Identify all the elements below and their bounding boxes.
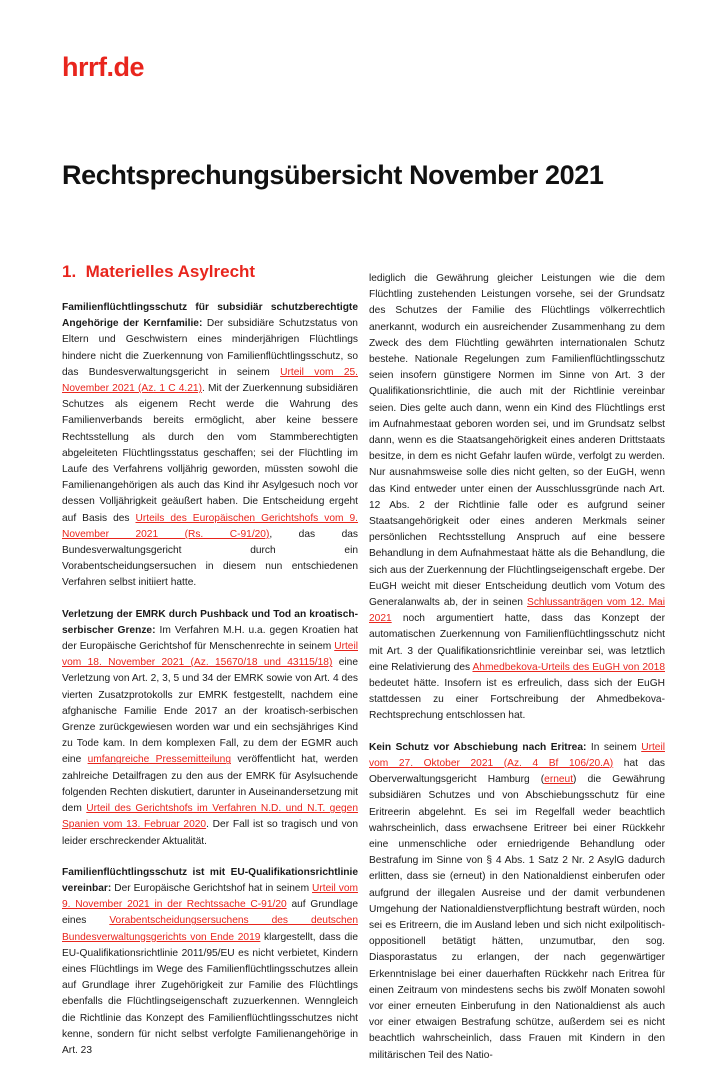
link-preliminary-reference[interactable]: Vorabentscheidungsersuchens des deutschen Bundesverwaltungsgerichts von Ende 2019 bbox=[62, 915, 358, 943]
article-eritrea-deportation bbox=[369, 740, 665, 1064]
link-advocate-general-opinion[interactable]: Schlussanträgen vom 12. Mai 2021 bbox=[369, 597, 665, 625]
article-text: noch argumentiert hatte, dass das Konzept der automatischen Zuerkennung von Familienflüchtlingsschutz nicht mit Art. 3 der Qualifikationsrichtlinie vereinbar sei, was letztlich eine Relativierung des bbox=[369, 613, 665, 673]
link-nd-nt-judgment[interactable]: Urteil des Gerichtshofs im Verfahren N.D. und N.T. gegen Spanien vom 13. Februar 2020 bbox=[62, 803, 359, 831]
section-number: 1. bbox=[62, 262, 77, 281]
article-text: ) die Gewährung subsidiären Schutzes und von Abschiebungsschutz für eine Eritreerin abgelehnt. Es sei im Regelfall weder beachtlich wahrscheinlich, dass erwachsene Eritreer bei einer Rückkehr eine unmenschliche oder erniedrigende Behandlung oder Bestrafung im Sinne von § 4 Abs. 1 Satz 2 Nr. 2 AsylG dadurch erlitten, dass sie (erneut) in den Nationaldienst einberufen oder aufgrund der illegalen Ausreise und der damit verbundenen Umgehung der Nationaldienstverpflichtung bestraft würden, noch sei es Eritreern, die im Ausland leben und sich nicht exilpolitisch-oppositionell betätigt hätten, unzumutbar, den sog. Diasporastatus zu erlangen, der nach gegenwärtiger Erkenntnislage bei einer dauerhaften Rückkehr nach Eritrea für einen Zeitraum von mindestens sechs bis zwölf Monaten sowohl vor einer erneuten Einberufung in den Nationaldienst als auch vor einer etwaigen Bestrafung schütze, außerdem sei es nicht beachtlich wahrscheinlich, dass Frauen mit Kindern in den militärischen Teil des Natio- bbox=[369, 774, 665, 1061]
article-heading: Kein Schutz vor Abschiebung nach Eritrea: bbox=[369, 741, 587, 753]
article-heading: Familienflüchtlingsschutz ist mit EU-Qualifikationsrichtlinie vereinbar: bbox=[62, 866, 358, 894]
link-erneut[interactable]: erneut bbox=[544, 774, 574, 786]
article-text: hat das Oberverwaltungsgericht Hamburg ( bbox=[369, 757, 666, 786]
left-column bbox=[62, 262, 358, 1074]
article-qualification-directive-continued bbox=[369, 271, 665, 725]
article-text: Der subsidiäre Schutzstatus von Eltern und Geschwistern eines minderjährigen Flüchtlings hindere nicht die Zuerkennung von Familienflüchtlingsschutz, so das Bundesverwaltungsgericht in seinem bbox=[62, 318, 358, 378]
article-text: Im Verfahren M.H. u.a. gegen Kroatien hat der Europäische Gerichtshof für Menschenrechte in seinem bbox=[62, 624, 358, 653]
link-ovg-hamburg-judgment[interactable]: Urteil vom 27. Oktober 2021 (Az. 4 Bf 106/20.A) bbox=[369, 741, 665, 769]
link-ahmedbekova-judgment[interactable]: Ahmedbekova-Urteils des EuGH von 2018 bbox=[472, 661, 665, 673]
link-bverwg-judgment[interactable]: Urteil vom 25. November 2021 (Az. 1 C 4.21) bbox=[62, 366, 358, 395]
article-text: . Der Fall ist so tragisch und von leider erschreckender Aktualität. bbox=[62, 819, 359, 847]
article-family-protection-bverwg bbox=[62, 300, 358, 592]
link-press-release[interactable]: umfangreiche Pressemitteilung bbox=[87, 754, 231, 766]
link-egmr-judgment[interactable]: Urteil vom 18. November 2021 (Az. 15670/18 und 43115/18) bbox=[62, 641, 358, 669]
section-title: Materielles Asylrecht bbox=[85, 262, 256, 281]
article-text: auf Grundlage eines bbox=[62, 899, 358, 927]
article-heading: Verletzung der EMRK durch Pushback und Tod an kroatisch-serbischer Grenze: bbox=[62, 608, 358, 636]
article-text: bedeutet hätte. Insofern ist es erfreulich, dass sich der EuGH stattdessen zu einer Fortschreibung der Ahmedbekova-Rechtsprechung entschlossen hat. bbox=[369, 678, 665, 722]
page-title: Rechtsprechungsübersicht November 2021 bbox=[62, 160, 604, 190]
article-text: . Mit der Zuerkennung subsidiären Schutzes als eigenem Recht werde die Wahrung des Familienverbands bereits ermöglicht, aber keine bessere Rechtsstellung als durch den vom Stammberechtigten abgeleiteten Flüchtlingsstatus geschaffen; sei der Flüchtling im Laufe des Verfahrens volljährig geworden, müssten sowohl die Familienangehörigen als auch das Kind ihr Asylgesuch noch vor dessen Volljährigkeit geäußert haben. Die Entscheidung ergeht auf Basis des bbox=[62, 383, 358, 524]
site-logo[interactable]: hrrf.de bbox=[62, 52, 145, 82]
article-text: Der Europäische Gerichtshof hat in seinem bbox=[111, 882, 313, 894]
article-text: In seinem bbox=[586, 741, 642, 753]
article-text: , das das Bundesverwaltungsgericht durch ein Vorabentscheidungsersuchen in diesem nun entschiedenen Verfahren selbst initiiert hatte. bbox=[62, 528, 358, 589]
link-eugh-judgment[interactable]: Urteils des Europäischen Gerichtshofs vom 9. November 2021 (Rs. C-91/20) bbox=[62, 512, 359, 540]
right-column bbox=[369, 271, 665, 1079]
article-qualification-directive bbox=[62, 865, 358, 1059]
article-text: klargestellt, dass die EU-Qualifikationsrichtlinie 2011/95/EU es nicht verbietet, Kindern eines Flüchtlings im Wege des Familienflüchtlingsschutzes allein auf Grundlage ihrer Zugehörigkeit zur Familie des Flüchtlings ebenfalls die Flüchtlingseigenschaft zuzuerkennen. Wenngleich die Richtlinie das Konzept des Familienflüchtlingsschutzes nicht kenne, sondern für nicht selbst verfolgte Familienangehörige in Art. 23 bbox=[62, 931, 358, 1056]
section-heading bbox=[62, 262, 358, 282]
link-c91-20-judgment[interactable]: Urteil vom 9. November 2021 in der Rechtssache C-91/20 bbox=[62, 882, 358, 911]
article-text: veröffentlicht hat, werden zahlreiche Detailfragen zu den aus der EMRK für Asylsuchende folgenden Rechten diskutiert, darunter in Auseinandersetzung mit dem bbox=[62, 754, 358, 815]
article-text: lediglich die Gewährung gleicher Leistungen wie die dem Flüchtling zustehenden Leistungen vorsehe, sei der Grundsatz des Schutzes der Familie des Flüchtlings völkerrechtlich anerkannt, wodurch ein ausreichender Zusammenhang zu dem Zweck des dem Flüchtling gewährten internationalen Schutz bestehe. Nationale Regelungen zum Familienflüchtlingsschutz seien insofern günstigere Normen im Sinne von Art. 3 der Qualifikationsrichtlinie, die auch mit der Richtlinie vereinbar seien. Dies gelte auch dann, wenn ein Kind des Flüchtlings erst im Aufnahmestaat geboren worden sei, und im Grundsatz selbst dann, wenn es die Staatsangehörigkeit eines anderen Drittstaats besitze, in dem es nicht Gefahr laufen würde, verfolgt zu werden. Nur ausnahmsweise solle dies nicht gelten, so der EuGH, wenn das Kind entweder unter einen der Ausschlussgründe nach Art. 12 Abs. 2 der Richtlinie falle oder es aufgrund seiner Staatsangehörigkeit oder eines anderen Merkmals seiner persönlichen Rechtsstellung Anspruch auf eine bessere Behandlung in dem Aufnahmestaat hätte als die Behandlung, die sich aus der Zuerkennung der Flüchtlingseigenschaft ergebe. Der EuGH weicht mit dieser Entscheidung deutlich vom Votum des Generalanwalts ab, der in seinen bbox=[369, 273, 665, 609]
article-text: eine Verletzung von Art. 2, 3, 5 und 34 der EMRK sowie von Art. 4 des vierten Zusatzprotokolls zur EMRK festgestellt, nachdem eine afghanische Familie Ende 2017 an der kroatisch-serbischen Grenze zurückgewiesen worden war und ein sechsjähriges Kind zu Tode kam. In dem komplexen Fall, zu dem der EGMR auch eine bbox=[62, 657, 359, 766]
article-heading: Familienflüchtlingsschutz für subsidiär schutzberechtigte Angehörige der Kernfamilie: bbox=[62, 302, 358, 330]
article-pushback-croatia bbox=[62, 607, 358, 850]
